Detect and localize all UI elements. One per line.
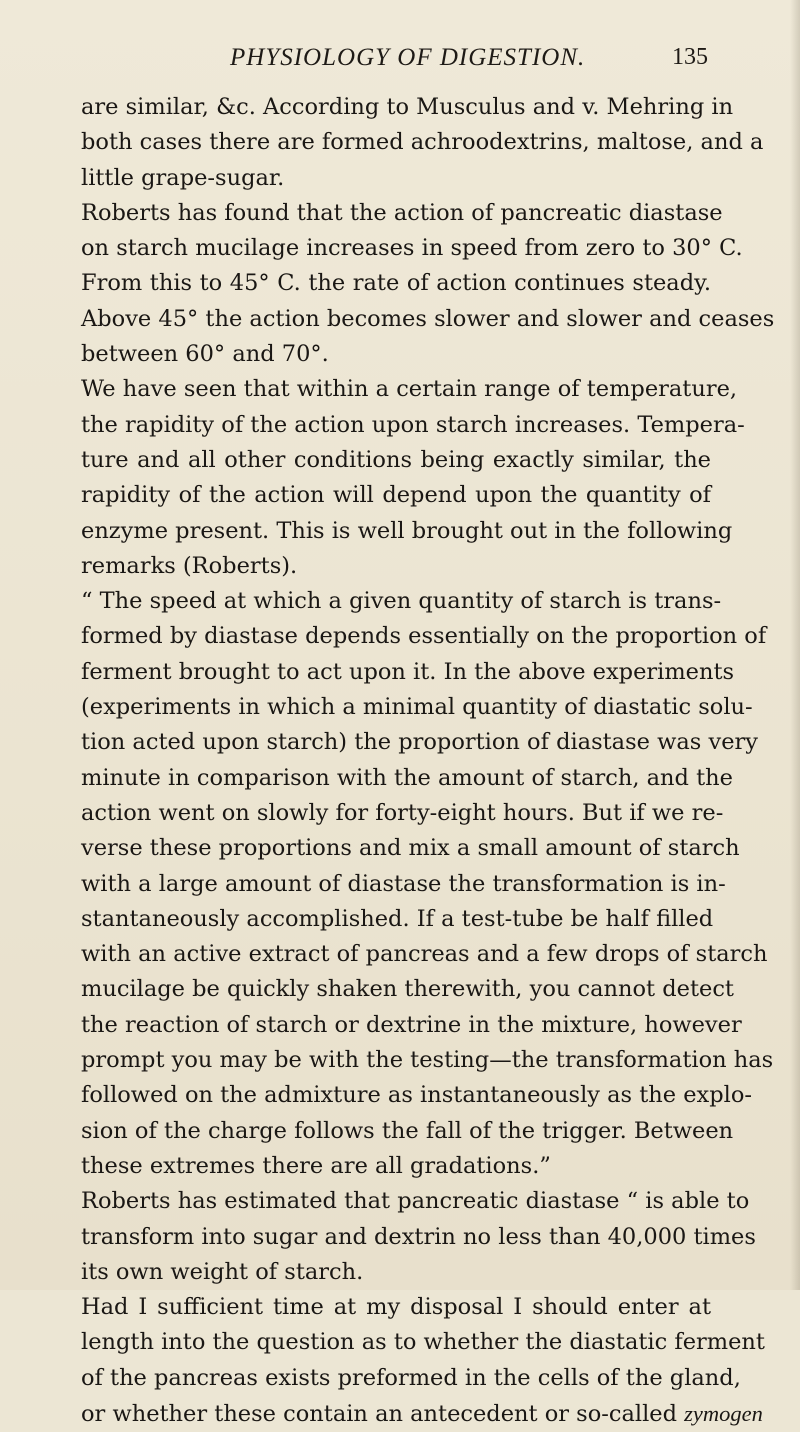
text-line: little grape-sugar. <box>81 164 285 191</box>
text-line: tion acted upon starch) the proportion of diastase was very <box>81 729 758 756</box>
text-line: the reaction of starch or dextrine in the mixture, however <box>81 1011 742 1038</box>
text-line: From this to 45° C. the rate of action continues steady. <box>81 270 711 297</box>
running-title: PHYSIOLOGY OF DIGESTION. <box>230 44 586 71</box>
text-line: between 60° and 70°. <box>81 341 329 368</box>
page-header <box>0 40 800 80</box>
text-line: stantaneously accomplished. If a test-tube be half filled <box>81 905 714 932</box>
text-line: “ The speed at which a given quantity of starch is trans- <box>81 588 722 615</box>
text-line: (experiments in which a minimal quantity of diastatic solu- <box>81 694 753 721</box>
text-line: both cases there are formed achroodextrins, maltose, and a <box>81 129 764 156</box>
text-line: on starch mucilage increases in speed from zero to 30° C. <box>81 235 743 262</box>
text-line: prompt you may be with the testing—the transformation has <box>81 1047 774 1074</box>
text-line-final <box>81 1396 763 1431</box>
italic-term: zymogen <box>684 1400 763 1426</box>
text-line: verse these proportions and mix a small amount of starch <box>81 835 740 862</box>
text-line: mucilage be quickly shaken therewith, you cannot detect <box>81 976 734 1003</box>
text-line: with an active extract of pancreas and a few drops of starch <box>81 941 768 968</box>
text-line: of the pancreas exists preformed in the cells of the gland, <box>81 1364 741 1391</box>
text-line: with a large amount of diastase the transformation is in- <box>81 870 726 897</box>
text-line: Roberts has estimated that pancreatic diastase “ is able to <box>81 1188 750 1215</box>
text-line: remarks (Roberts). <box>81 552 298 579</box>
text-line: Had I sufficient time at my disposal I should enter at <box>81 1294 711 1321</box>
text-line: the rapidity of the action upon starch increases. Tempera- <box>81 411 745 438</box>
text-line: followed on the admixture as instantaneously as the explo- <box>81 1082 752 1109</box>
text-line: enzyme present. This is well brought out in the following <box>81 517 733 544</box>
text-line: We have seen that within a certain range of temperature, <box>81 376 738 403</box>
text-line: Roberts has found that the action of pancreatic diastase <box>81 199 723 226</box>
text-line-final-body: or whether these contain an antecedent or so-called <box>81 1400 677 1427</box>
body-text <box>81 90 775 1431</box>
text-line: ture and all other conditions being exactly similar, the <box>81 446 711 473</box>
text-line: minute in comparison with the amount of starch, and the <box>81 764 733 791</box>
text-line: these extremes there are all gradations.” <box>81 1152 551 1179</box>
page-number: 135 <box>672 44 708 70</box>
text-line: are similar, &c. According to Musculus and v. Mehring in <box>81 94 734 120</box>
text-line: transform into sugar and dextrin no less than 40,000 times <box>81 1223 756 1250</box>
page-edge-shadow <box>790 0 800 1290</box>
text-line: length into the question as to whether the diastatic ferment <box>81 1329 765 1356</box>
text-line: sion of the charge follows the fall of the trigger. Between <box>81 1117 734 1144</box>
text-line: ferment brought to act upon it. In the above experiments <box>81 658 735 685</box>
text-line: rapidity of the action will depend upon the quantity of <box>81 482 711 509</box>
text-line: action went on slowly for forty-eight hours. But if we re- <box>81 799 724 826</box>
text-line: its own weight of starch. <box>81 1258 364 1285</box>
text-line: Above 45° the action becomes slower and slower and ceases <box>81 305 775 332</box>
text-line: formed by diastase depends essentially on the proportion of <box>81 623 767 650</box>
